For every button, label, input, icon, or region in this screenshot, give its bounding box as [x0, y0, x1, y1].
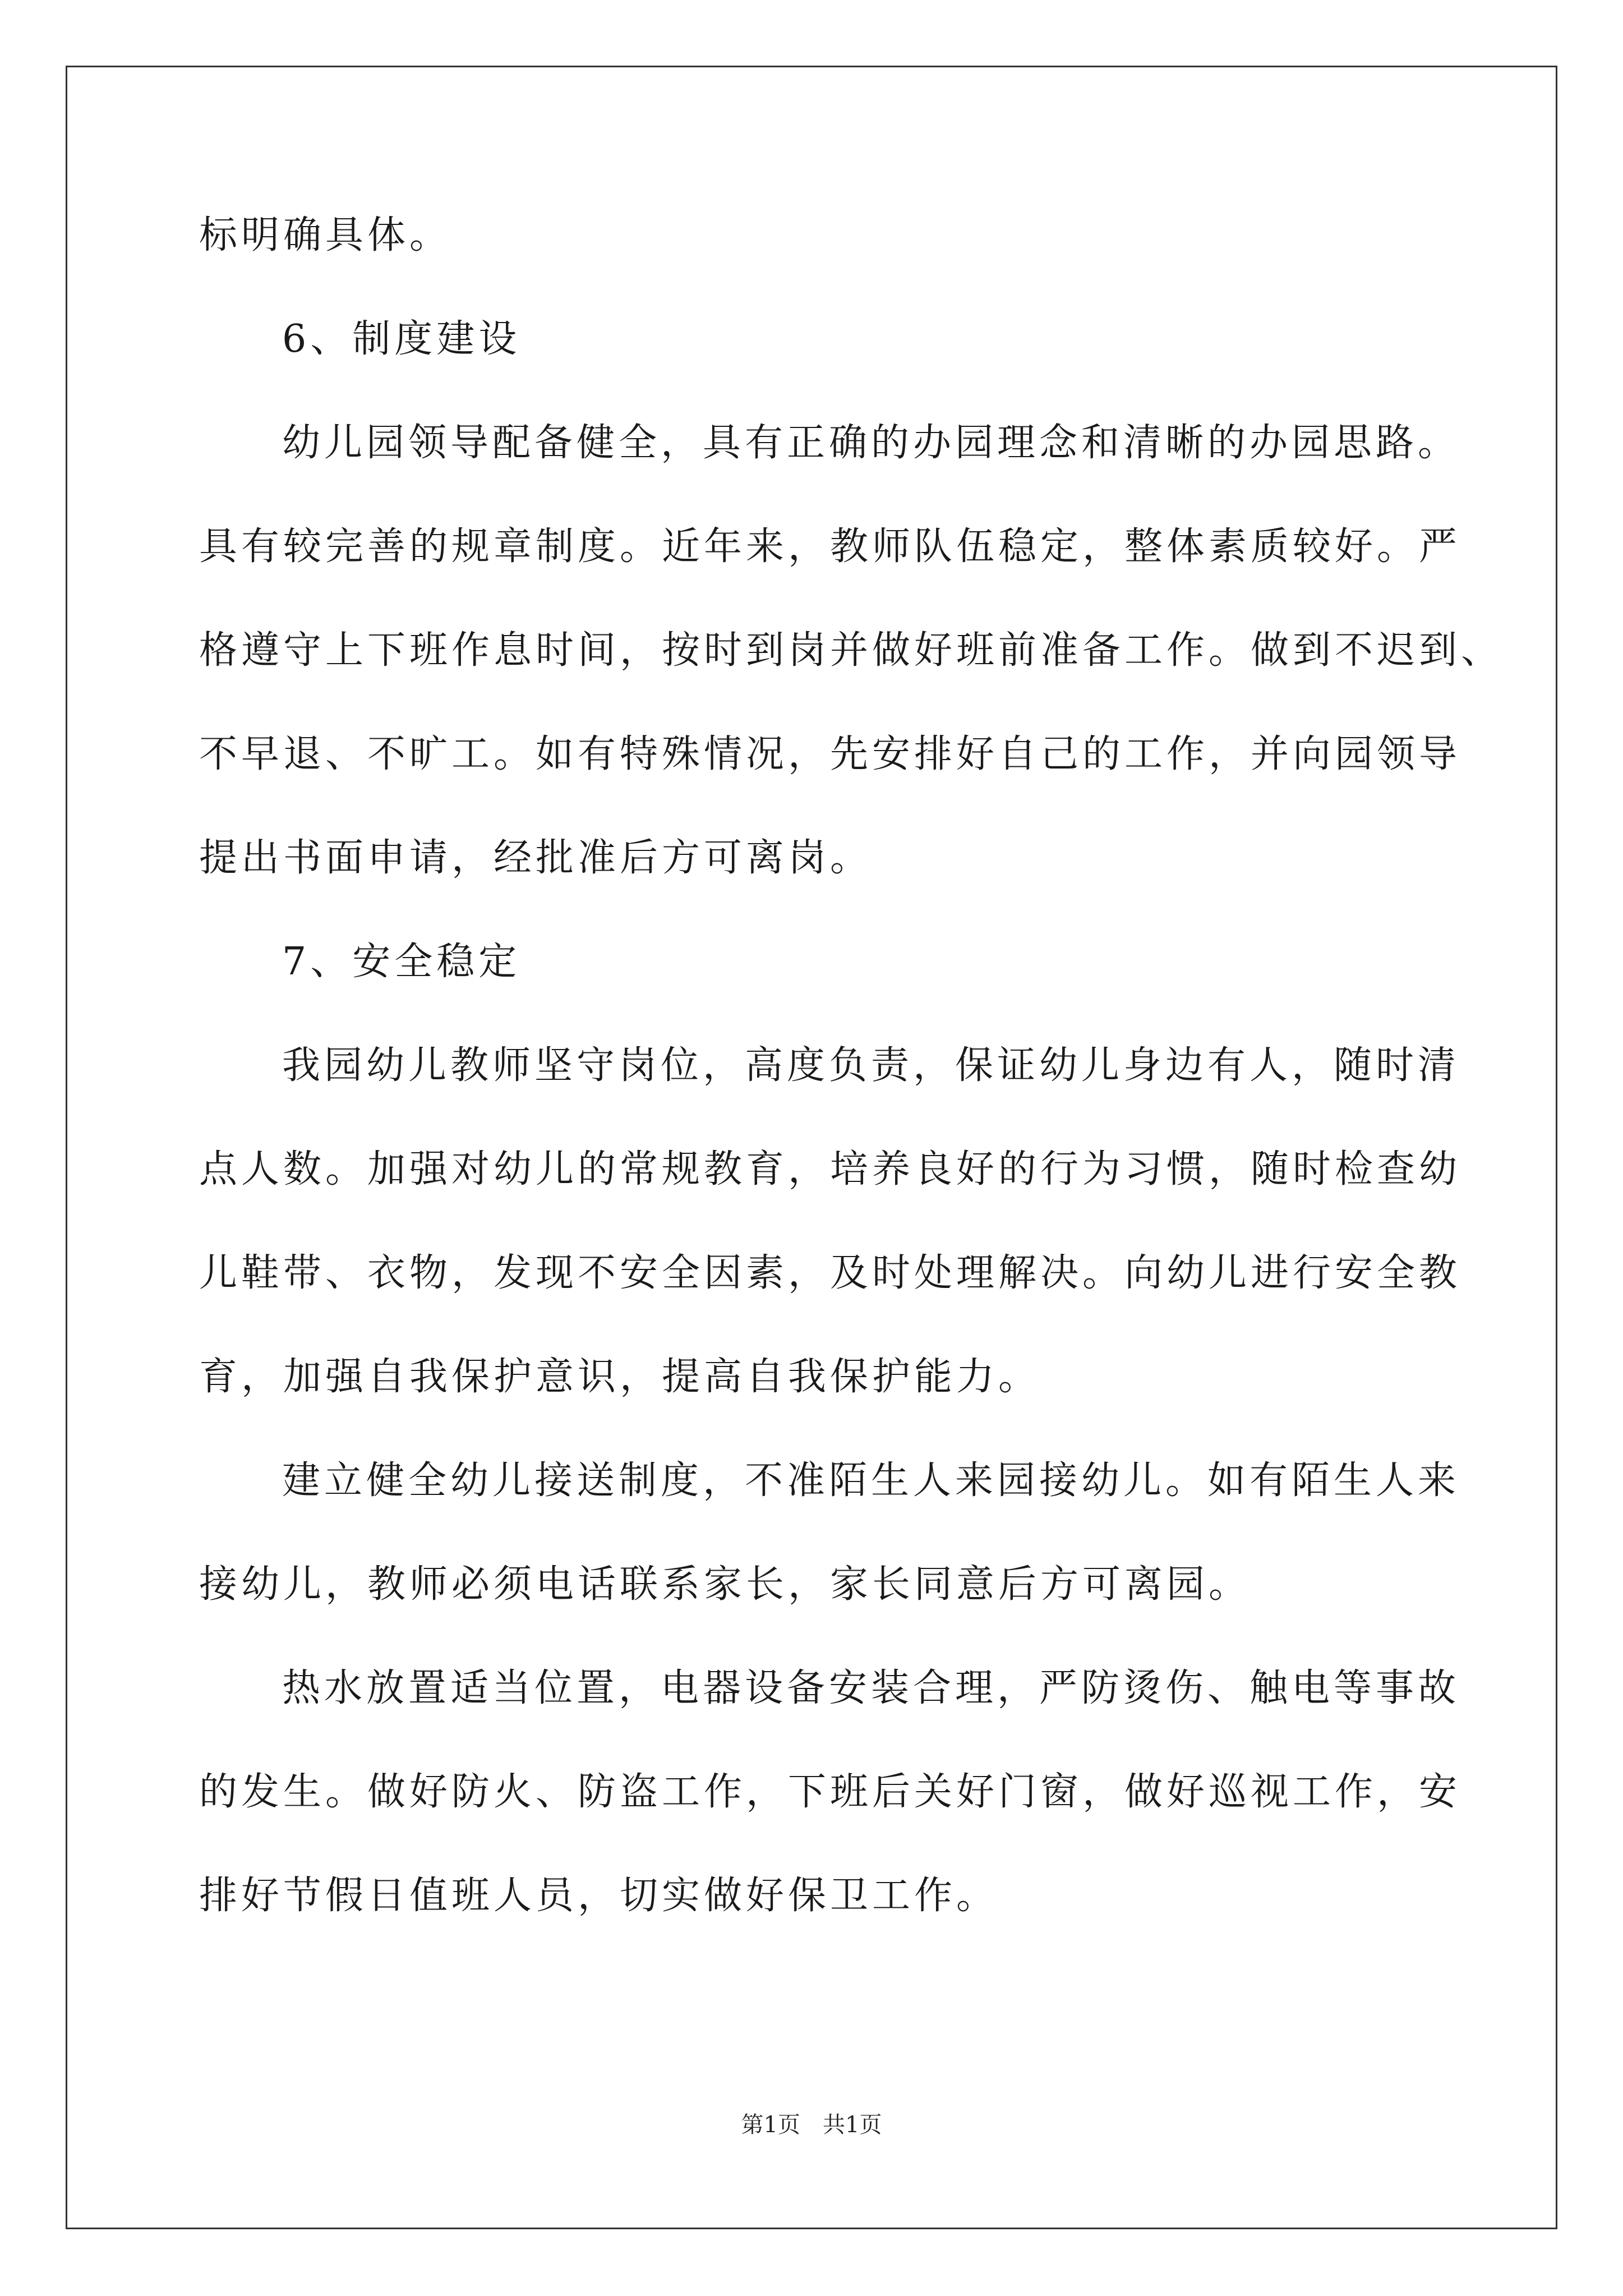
paragraph-line: 我园幼儿教师坚守岗位，高度负责，保证幼儿身边有人，随时清 — [282, 1043, 1460, 1088]
paragraph-line: 具有较完善的规章制度。近年来，教师队伍稳定，整体素质较好。严 — [199, 524, 1461, 569]
paragraph-line: 热水放置适当位置，电器设备安装合理，严防烫伤、触电等事故 — [282, 1666, 1460, 1710]
page-number: 第1页 共1页 — [741, 2112, 882, 2138]
paragraph-line: 排好节假日值班人员，切实做好保卫工作。 — [199, 1874, 999, 1918]
paragraph-line: 接幼儿，教师必须电话联系家长，家长同意后方可离园。 — [199, 1562, 1251, 1607]
paragraph-line: 不早退、不旷工。如有特殊情况，先安排好自己的工作，并向园领导 — [199, 732, 1461, 776]
paragraph-line: 幼儿园领导配备健全，具有正确的办园理念和清晰的办园思路。 — [282, 421, 1460, 465]
section-heading: 6、制度建设 — [282, 317, 521, 361]
section-heading: 7、安全稳定 — [282, 940, 521, 984]
paragraph-line: 标明确具体。 — [199, 213, 452, 257]
paragraph-line: 提出书面申请，经批准后方可离岗。 — [199, 836, 873, 880]
paragraph-line: 格遵守上下班作息时间，按时到岗并做好班前准备工作。做到不迟到、 — [199, 628, 1504, 673]
paragraph-line: 建立健全幼儿接送制度，不准陌生人来园接幼儿。如有陌生人来 — [282, 1458, 1460, 1503]
paragraph-line: 的发生。做好防火、防盗工作，下班后关好门窗，做好巡视工作，安 — [199, 1770, 1461, 1814]
paragraph-line: 儿鞋带、衣物，发现不安全因素，及时处理解决。向幼儿进行安全教 — [199, 1251, 1461, 1295]
paragraph-line: 育，加强自我保护意识，提高自我保护能力。 — [199, 1355, 1041, 1399]
paragraph-line: 点人数。加强对幼儿的常规教育，培养良好的行为习惯，随时检查幼 — [199, 1147, 1461, 1191]
